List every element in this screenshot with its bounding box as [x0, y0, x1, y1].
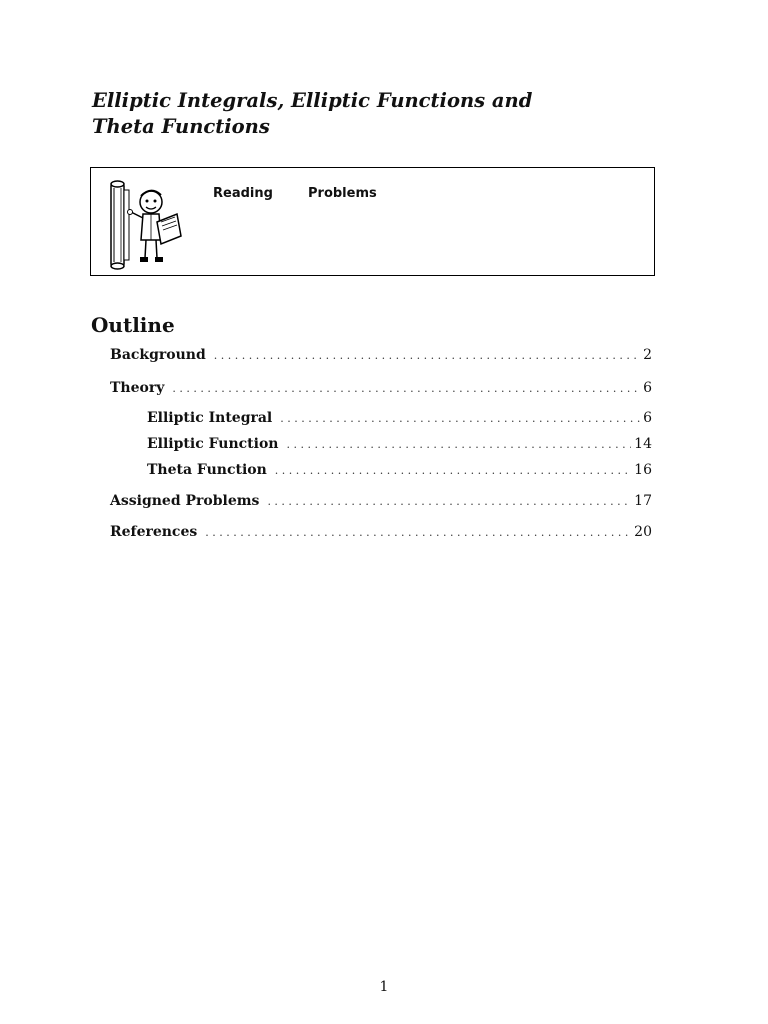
toc-entry-references[interactable]	[110, 523, 652, 542]
toc-leader-dots	[267, 493, 631, 511]
toc-page-number: 6	[643, 410, 652, 426]
navigation-box	[90, 167, 655, 276]
toc-leader-dots	[205, 524, 631, 542]
toc-page-number: 14	[634, 436, 652, 452]
title-line-1: Elliptic Integrals, Elliptic Functions and	[92, 89, 533, 112]
toc-leader-dots	[275, 462, 631, 480]
title-line-2: Theta Functions	[92, 115, 270, 138]
toc-label: Theta Function	[147, 462, 267, 478]
toc-leader-dots	[172, 380, 640, 398]
document-title	[92, 88, 692, 140]
problems-link[interactable]: Problems	[308, 186, 377, 201]
page-number: 1	[379, 979, 389, 995]
toc-leader-dots	[286, 436, 631, 454]
toc-label: Background	[110, 347, 206, 363]
toc-label: Elliptic Integral	[147, 410, 273, 426]
toc-entry-theory[interactable]	[110, 379, 652, 398]
toc-entry-background[interactable]	[110, 346, 652, 365]
reading-mascot-icon	[105, 178, 185, 270]
toc-page-number: 6	[643, 380, 652, 396]
toc-page-number: 2	[643, 347, 652, 363]
toc-label: Theory	[110, 380, 165, 396]
outline-heading: Outline	[91, 313, 175, 337]
toc-entry-elliptic-integral[interactable]	[147, 409, 652, 428]
toc-entry-assigned-problems[interactable]	[110, 492, 652, 511]
toc-label: Assigned Problems	[110, 493, 260, 509]
toc-page-number: 16	[634, 462, 652, 478]
reading-link[interactable]: Reading	[213, 186, 273, 201]
toc-page-number: 20	[634, 524, 652, 540]
toc-leader-dots	[214, 347, 640, 365]
toc-leader-dots	[280, 410, 640, 428]
toc-label: References	[110, 524, 198, 540]
toc-page-number: 17	[634, 493, 652, 509]
toc-label: Elliptic Function	[147, 436, 279, 452]
toc-entry-elliptic-function[interactable]	[147, 435, 652, 454]
toc-entry-theta-function[interactable]	[147, 461, 652, 480]
